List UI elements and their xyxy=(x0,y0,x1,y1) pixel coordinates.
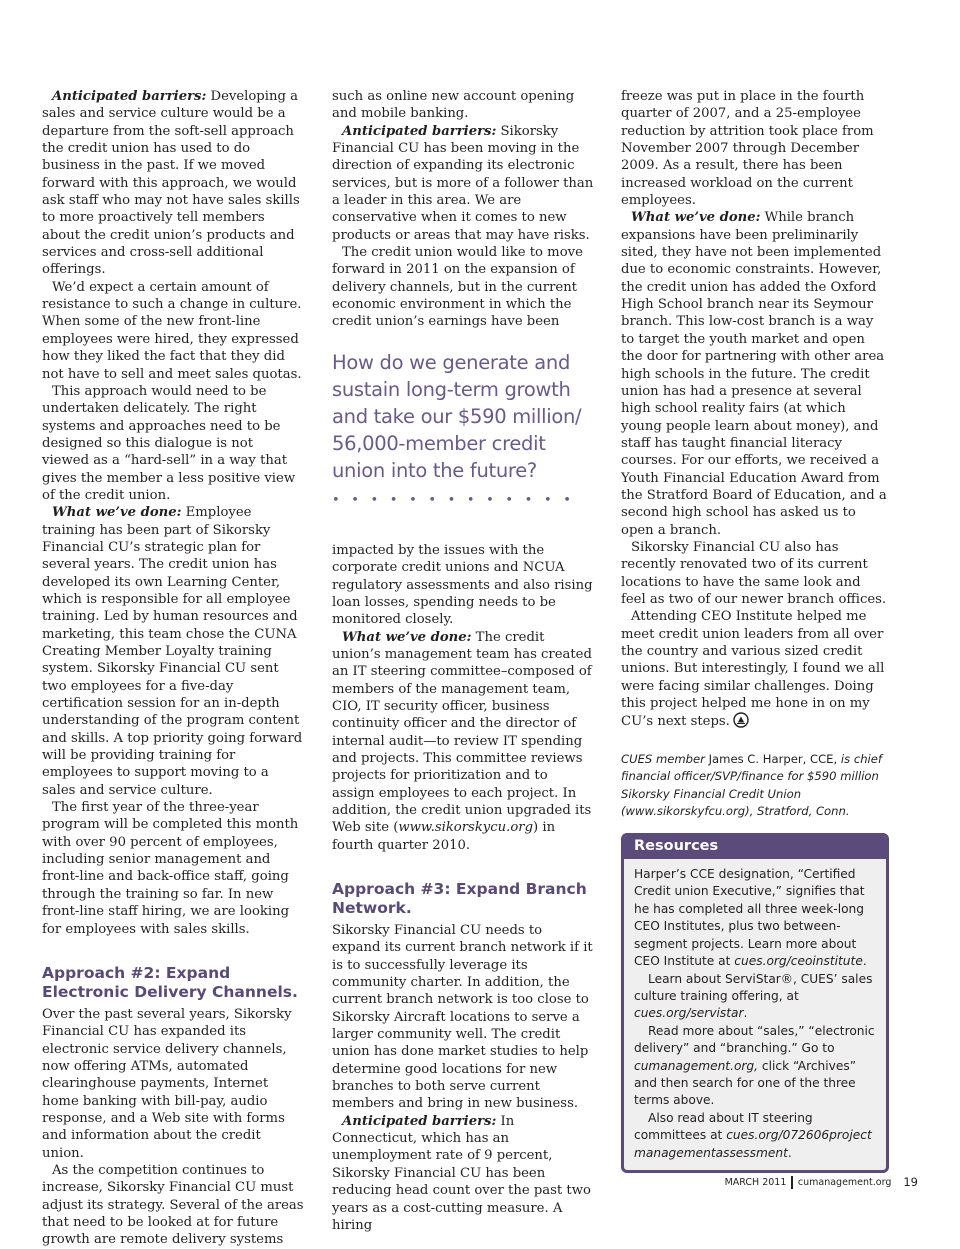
author-bio: is chief financial officer/SVP/finance for $590 million Sikorsky Financial Credit Union (www.sikorskyfcu.org), Stratford, Conn. xyxy=(621,751,882,819)
resources-body xyxy=(624,859,886,1170)
resource-link[interactable]: cues.org/servistar xyxy=(634,1006,744,1021)
heading-bold: Approach #3: xyxy=(332,880,451,898)
lead-in: Anticipated barriers: xyxy=(342,123,497,139)
page-number: 19 xyxy=(903,1175,918,1189)
resource-text: click “Archives” and then search for one of the three terms above. xyxy=(634,1058,857,1108)
paragraph: This approach would need to be undertaken delicately. The right systems and approaches need to be designed so this dialogue is not viewed as a “hard-sell” in a way that gives the member a less positive view of the credit union. xyxy=(42,383,296,503)
paragraph: We’d expect a certain amount of resistance to such a change in culture. When some of the new front-line employees were hired, they expressed how they liked the fact that they did not have to sell and meet sales quotas. xyxy=(42,279,302,382)
paragraph-text: Attending CEO Institute helped me meet credit union leaders from all over the country and various sized credit unions. But interestingly, I found we all were facing similar challenges. Doing this project helped me hone in on my CU’s next steps. xyxy=(621,609,885,730)
resource-text: Learn about ServiStar®, CUES’ sales culture training offering, at xyxy=(634,971,873,1003)
website-link[interactable]: www.sikorskycu.org xyxy=(398,820,534,836)
paragraph-text: Employee training has been part of Sikorsky Financial CU’s strategic plan for several years. The credit union has developed its own Learning Center, which is responsible for all employee training. Led by human resources and marketing, this team chose the CUNA Creating Member Loyalty training system. Sikorsky Financial CU sent two employees for a five-day certification session for an in-depth understanding of the program content and skills. A top priority going forward will be providing training for employees to support moving to a sales and service culture. xyxy=(42,505,303,798)
paragraph xyxy=(332,629,594,854)
paragraph: Sikorsky Financial CU also has recently renovated two of its current locations to have the same look and feel as two of our newer branch offices. xyxy=(621,539,887,607)
paragraph-text: Sikorsky Financial CU has been moving in the direction of expanding its electronic services, but is more of a follower than a leader in this area. We are conservative when it comes to new products or areas that may have risks. xyxy=(332,123,594,243)
author-name: James C. Harper, CCE, xyxy=(704,751,841,766)
lead-in: Anticipated barriers: xyxy=(342,1113,497,1129)
paragraph-text: While branch expansions have been preliminarily sited, they have not been implemented due to economic constraints. However, the credit union has added the Oxford High School branch near its Seymour branch. This low-cost branch is a way to target the youth market and open the door for partnering with other area high schools in the future. The credit union has had a presence at several high school reality fairs (at which young people learn about money), and staff has taught financial literacy courses. For our efforts, we received a Youth Financial Education Award from the Stratford Board of Education, and a second high school has asked us to open a branch. xyxy=(621,210,887,538)
heading-text: Expand Branch Network. xyxy=(332,880,587,917)
resource-item xyxy=(634,971,877,1023)
resources-box xyxy=(621,833,889,1173)
heading-text: Expand Electronic Delivery Channels. xyxy=(42,963,298,1001)
lead-in: Anticipated barriers: xyxy=(52,89,207,104)
resource-text: Also read about IT steering committees at xyxy=(634,1110,813,1143)
section-heading-approach-2 xyxy=(42,964,304,1002)
paragraph-text: In Connecticut, which has an unemployment rate of 9 percent, Sikorsky Financial CU has been reducing head count over the past two years as a cost-cutting measure. A hiring xyxy=(332,1113,591,1233)
resource-link[interactable]: cumanagement.org, xyxy=(634,1058,759,1073)
page-footer xyxy=(725,1175,918,1189)
issue-date: MARCH 2011 xyxy=(724,1176,787,1188)
resource-text: . xyxy=(743,1006,748,1021)
article-column-1 xyxy=(42,88,304,1249)
paragraph xyxy=(42,504,304,799)
paragraph xyxy=(621,209,889,539)
resource-item xyxy=(634,866,877,970)
lead-in: What we’ve done: xyxy=(631,210,761,226)
article-column-2 xyxy=(332,88,594,1234)
paragraph-text: ) in fourth quarter 2010. xyxy=(332,820,556,853)
paragraph: The credit union would like to move forward in 2011 on the expansion of delivery channels, but in the current economic environment in which the credit union’s earnings have been xyxy=(332,245,583,330)
heading-bold: Approach #2: xyxy=(42,963,161,982)
lead-in: What we’ve done: xyxy=(52,505,182,521)
article-column-3 xyxy=(621,88,889,1173)
pull-quote: How do we generate and sustain long-term growth and take our $590 million/ 56,000-member credit union into the future? xyxy=(332,350,582,482)
paragraph xyxy=(332,123,594,244)
resource-link[interactable]: cues.org/ceoinstitute xyxy=(734,954,863,969)
paragraph: Over the past several years, Sikorsky Financial CU has expanded its electronic service delivery channels, now offering ATMs, automated clearinghouse payments, Internet home banking with bill-pay, audio response, and a Web site with forms and information about the credit union. xyxy=(42,1006,292,1161)
resource-item xyxy=(634,1110,877,1162)
paragraph: As the competition continues to increase, Sikorsky Financial CU must adjust its strategy. Several of the areas that need to be looked at for future growth are remote delivery systems xyxy=(42,1162,304,1248)
paragraph: such as online new account opening and mobile banking. xyxy=(332,89,575,122)
lead-in: What we’ve done: xyxy=(342,629,472,645)
pull-quote-dots: ••••••••••••• xyxy=(332,492,583,508)
paragraph xyxy=(42,88,304,279)
credit-label: CUES member xyxy=(621,751,705,766)
footer-divider xyxy=(791,1176,793,1189)
resources-title: Resources xyxy=(624,836,886,859)
end-mark-icon xyxy=(733,712,749,728)
paragraph: impacted by the issues with the corporate credit unions and NCUA regulatory assessments and also rising loan losses, spending needs to be monitored closely. xyxy=(332,542,593,628)
paragraph xyxy=(621,608,889,730)
paragraph xyxy=(332,1113,594,1234)
resource-text: . xyxy=(787,1145,792,1160)
author-credit xyxy=(621,751,889,821)
resource-text: . xyxy=(862,954,867,969)
paragraph: The first year of the three-year program will be completed this month with over 90 percent of employees, including senior management and front-line and back-office staff, going through the training so far. In new front-line staff hiring, we are looking for employees with sales skills. xyxy=(42,800,299,937)
paragraph: Sikorsky Financial CU needs to expand its current branch network if it is to successfully leverage its community charter. In addition, the current branch network is too close to Sikorsky Aircraft locations to serve a larger community well. The credit union has done market studies to help determine good locations for new branches to both serve current members and bring in new business. xyxy=(332,923,593,1112)
resource-text: Harper’s CCE designation, “Certified Credit union Executive,” signifies that he has completed all three week-long CEO Institutes, plus two between-segment projects. Learn more about CEO Institute at xyxy=(634,867,865,969)
paragraph: freeze was put in place in the fourth quarter of 2007, and a 25-employee reduction by attrition took place from November 2007 through December 2009. As a result, there has been increased workload on the current employees. xyxy=(621,89,874,209)
resource-text: Read more about “sales,” “electronic delivery” and “branching.” Go to xyxy=(634,1023,875,1056)
resource-item xyxy=(634,1023,877,1110)
resource-link[interactable]: cues.org/072606project managementassessment xyxy=(634,1128,872,1160)
paragraph-text: Developing a sales and service culture would be a departure from the soft-sell approach the credit union has used to do business in the past. If we moved forward with this approach, we would ask staff who may not have sales skills to more proactively tell members about the credit union’s products and services and cross-sell additional offerings. xyxy=(42,89,300,278)
section-heading-approach-3 xyxy=(332,880,594,918)
paragraph-text: The credit union’s management team has created an IT steering committee–composed of members of the management team, CIO, IT security officer, business continuity officer and the director of internal audit—to review IT spending and projects. This committee reviews projects for prioritization and to assign employees to each project. In addition, the credit union upgraded its Web site ( xyxy=(332,629,592,836)
footer-site[interactable]: cumanagement.org xyxy=(797,1176,892,1188)
